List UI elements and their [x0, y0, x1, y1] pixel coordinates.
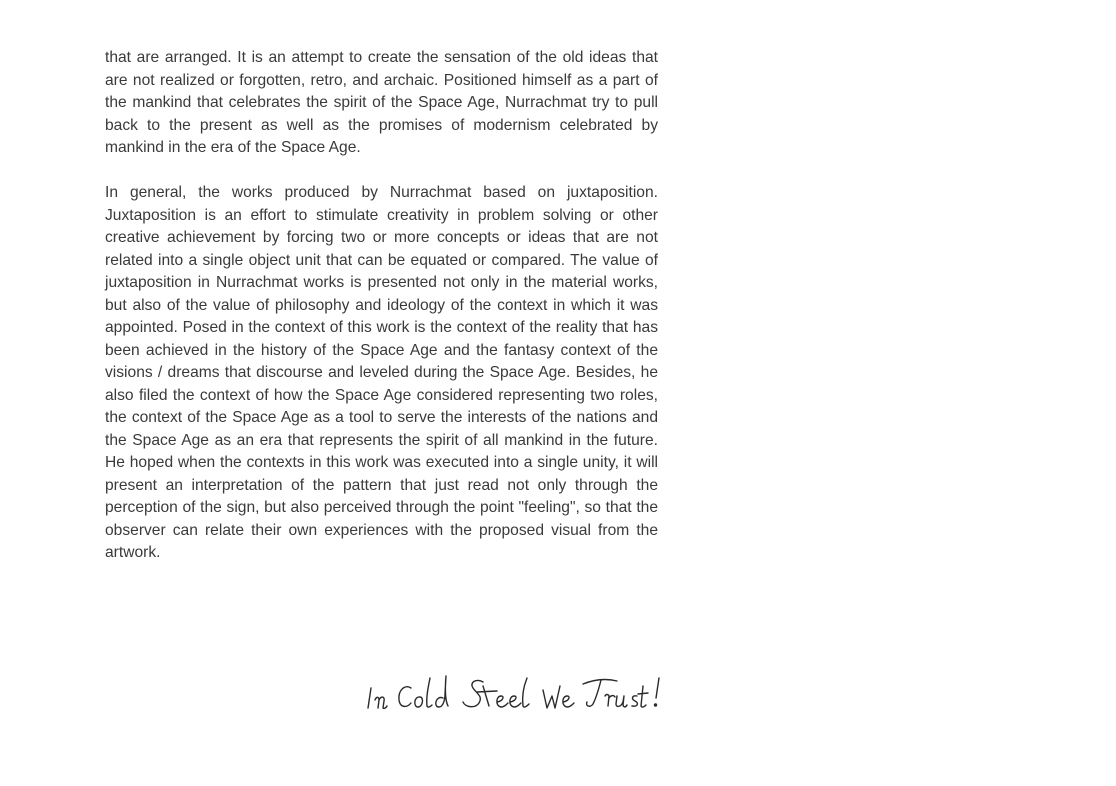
signature-drawing — [365, 664, 665, 714]
paragraph-1: that are arranged. It is an attempt to create the sensation of the old ideas that are not realized or forgotten, retro, and archaic. Positioned himself as a part of the mankind that celebrates the spirit of the Space Age, Nurrachmat try to pull back to the present as well as the promises of modernism celebrated by mankind in the era of the Space Age. — [105, 49, 658, 156]
body-text — [105, 47, 658, 565]
handwritten-signature — [365, 664, 665, 714]
paragraph-2: In general, the works produced by Nurrachmat based on juxtaposition. Juxtaposition is an effort to stimulate creativity in problem solving or other creative achievement by forcing two or more concepts or ideas that are not related into a single object unit that can be equated or compared. The value of juxtaposition in Nurrachmat works is presented not only in the material works, but also of the value of philosophy and ideology of the context in which it was appointed. Posed in the context of this work is the context of the reality that has been achieved in the history of the Space Age and the fantasy context of the visions / dreams that discourse and leveled during the Space Age. Besides, he also filed the context of how the Space Age considered representing two roles, the context of the Space Age as a tool to serve the interests of the nations and the Space Age as an era that represents the spirit of all mankind in the future. He hoped when the contexts in this work was executed into a single unity, it will present an interpretation of the pattern that just read not only through the perception of the sign, but also perceived through the point "feeling", so that the observer can relate their own experiences with the proposed visual from the artwork. — [105, 184, 658, 561]
